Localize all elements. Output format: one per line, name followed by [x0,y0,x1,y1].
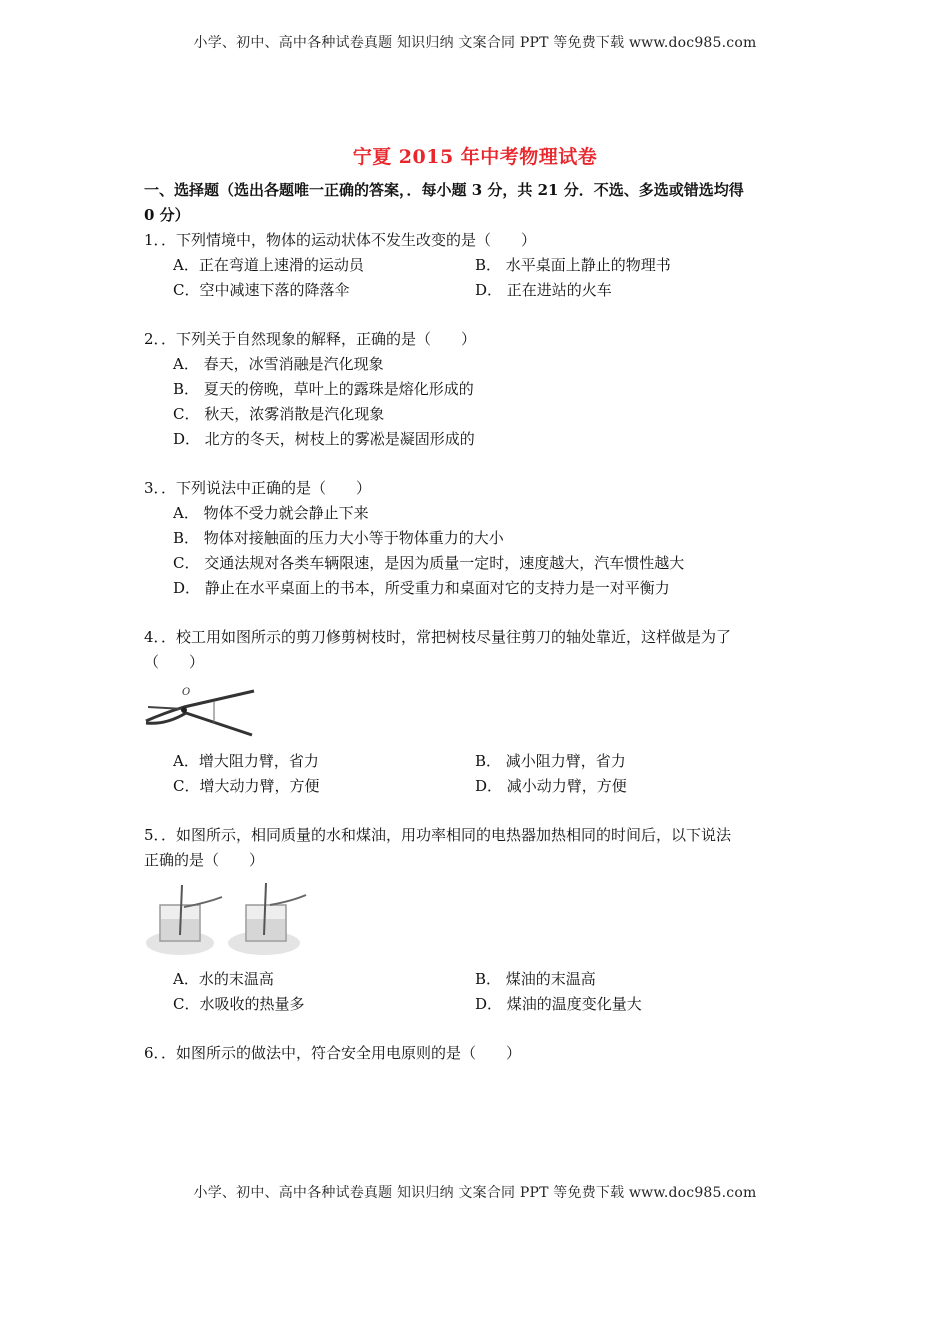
option-b: B． 减小阻力臂，省力 [475,752,626,770]
option-a: A．正在弯道上速滑的运动员 [173,256,364,274]
option-b: B． 煤油的末温高 [475,970,596,988]
question-2-options [144,352,806,452]
page-title: 宁夏 2015 年中考物理试卷 [352,146,598,168]
question-6-stem: 6．．如图所示的做法中，符合安全用电原则的是（ ） [144,1044,522,1062]
page-header: 小学、初中、高中各种试卷真题 知识归纳 文案合同 PPT 等免费下载 www.doc985.com [193,35,757,51]
section-heading-line1: 一、选择题（选出各题唯一正确的答案，．每小题 3 分，共 21 分．不选、多选或错选均得 [144,181,744,199]
option-a: A． 春天，冰雪消融是汽化现象 [173,355,384,373]
scissors-icon [144,683,256,739]
beaker-heater-icon [144,879,314,959]
option-c: C．空中减速下落的降落伞 [173,281,350,299]
scissors-figure [144,683,806,739]
option-d: D． 静止在水平桌面上的书本，所受重力和桌面对它的支持力是一对平衡力 [173,579,670,597]
question-5-stem-line2: 正确的是（ ） [144,851,265,869]
option-c: C． 秋天，浓雾消散是汽化现象 [173,405,385,423]
option-b: B． 水平桌面上静止的物理书 [475,256,671,274]
question-4-stem-line2: （ ） [144,653,205,671]
option-c: C．增大动力臂，方便 [173,777,320,795]
question-2-stem: 2．．下列关于自然现象的解释，正确的是（ ） [144,330,477,348]
option-d: D． 北方的冬天，树枝上的雾凇是凝固形成的 [173,430,475,448]
section-heading-line2: 0 分） [144,206,190,224]
question-1 [144,228,806,303]
option-d: D． 正在进站的火车 [475,281,612,299]
option-b: B． 物体对接触面的压力大小等于物体重力的大小 [173,529,504,547]
question-3-options [144,501,806,601]
question-6 [144,1041,806,1066]
question-2 [144,327,806,452]
pivot-label: O [182,687,191,698]
option-d: D． 减小动力臂，方便 [475,777,627,795]
question-4 [144,625,806,799]
question-4-options [144,749,806,799]
section-heading [144,178,806,228]
question-5-stem-line1: 5．．如图所示，相同质量的水和煤油，用功率相同的电热器加热相同的时间后，以下说法 [144,826,732,844]
exam-content [144,178,806,1066]
option-d: D． 煤油的温度变化量大 [475,995,642,1013]
option-b: B． 夏天的傍晚，草叶上的露珠是熔化形成的 [173,380,474,398]
question-4-stem-line1: 4．．校工用如图所示的剪刀修剪树枝时，常把树枝尽量往剪刀的轴处靠近，这样做是为了 [144,628,732,646]
question-1-stem: 1．．下列情境中，物体的运动状体不发生改变的是（ ） [144,231,537,249]
option-a: A．增大阻力臂，省力 [173,752,319,770]
option-c: C．水吸收的热量多 [173,995,305,1013]
option-a: A．水的末温高 [173,970,274,988]
question-5-options [144,967,806,1017]
option-a: A． 物体不受力就会静止下来 [173,504,369,522]
question-5 [144,823,806,1017]
question-3 [144,476,806,601]
question-3-stem: 3．．下列说法中正确的是（ ） [144,479,372,497]
option-c: C． 交通法规对各类车辆限速，是因为质量一定时，速度越大，汽车惯性越大 [173,554,685,572]
beakers-figure [144,879,806,959]
question-1-options [144,253,806,303]
page-footer: 小学、初中、高中各种试卷真题 知识归纳 文案合同 PPT 等免费下载 www.doc985.com [193,1185,757,1201]
